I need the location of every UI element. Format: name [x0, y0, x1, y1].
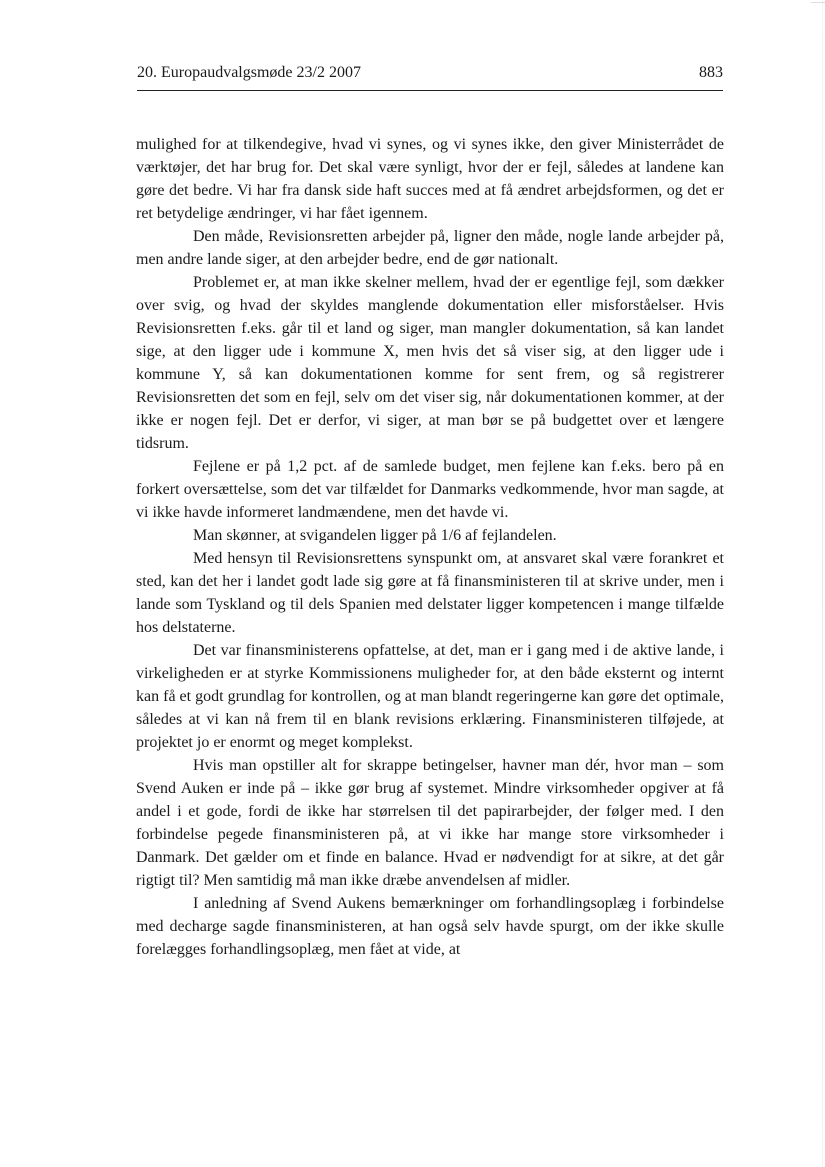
running-title: 20. Europaudvalgsmøde 23/2 2007 — [137, 64, 361, 81]
scan-corner-mark — [811, 2, 825, 3]
paragraph: mulighed for at tilkendegive, hvad vi synes, og vi synes ikke, den giver Ministerrådet de værktøjer, det har brug for. Det skal være synligt, hvor der er fejl, således at landene kan gøre det bedre. Vi har fra dansk side haft succes med at få ændret arbejdsformen, og det er ret betydelige ændringer, vi har fået igennem. — [136, 136, 724, 222]
paragraph: Hvis man opstiller alt for skrappe betingelser, havner man dér, hvor man – som Svend Auken er inde på – ikke gør brug af systemet. Mindre virksomheder opgiver at få andel i et gode, fordi de ikke har størrelsen til det papirarbejder, der følger med. I den forbindelse pegede finansministeren på, at vi ikke har mange store virksomheder i Danmark. Det gælder om et finde en balance. Hvad er nødvendigt for at sikre, at det går rigtigt til? Men samtidig må man ikke dræbe anvendelsen af midler. — [136, 757, 724, 889]
page-number: 883 — [699, 64, 723, 81]
paragraph: Med hensyn til Revisionsrettens synspunkt om, at ansvaret skal være forankret et sted, kan det her i landet godt lade sig gøre at få finansministeren til at skrive under, men i lande som Tyskland og til dels Spanien med delstater ligger kompetencen i mange tilfælde hos delstaterne. — [136, 550, 724, 636]
scan-edge — [822, 0, 823, 1167]
paragraph: I anledning af Svend Aukens bemærkninger om forhandlingsoplæg i forbindelse med decharge sagde finansministeren, at han også selv havde spurgt, om der ikke skulle forelægges forhandlingsoplæg, men fået at vide, at — [136, 895, 724, 958]
paragraph: Det var finansministerens opfattelse, at det, man er i gang med i de aktive lande, i virkeligheden er at styrke Kommissionens muligheder for, at den både eksternt og internt kan få et godt grundlag for kontrollen, og at man blandt regeringerne kan gøre det optimale, således at vi kan nå frem til en blank revisions erklæring. Finansministeren tilføjede, at projektet jo er enormt og meget komplekst. — [136, 642, 724, 751]
header-rule — [137, 90, 723, 91]
paragraph: Den måde, Revisionsretten arbejder på, ligner den måde, nogle lande arbejder på, men andre lande siger, at den arbejder bedre, end de gør nationalt. — [136, 228, 724, 268]
paragraph: Man skønner, at svigandelen ligger på 1/6 af fejlandelen. — [193, 527, 557, 544]
body-text — [136, 133, 724, 961]
paragraph: Problemet er, at man ikke skelner mellem, hvad der er egentlige fejl, som dækker over svig, og hvad der skyldes manglende dokumentation eller misforståelser. Hvis Revisionsretten f.eks. går til et land og siger, man mangler dokumentation, så kan landet sige, at den ligger ude i kommune X, men hvis det så viser sig, at den ligger ude i kommune Y, så kan dokumentationen komme for sent frem, og så registrerer Revisionsretten det som en fejl, selv om det viser sig, når dokumentationen kommer, at der ikke er nogen fejl. Det er derfor, vi siger, at man bør se på budgettet over et længere tidsrum. — [136, 274, 724, 452]
page-header — [137, 62, 723, 84]
paragraph: Fejlene er på 1,2 pct. af de samlede budget, men fejlene kan f.eks. bero på en forkert oversættelse, som det var tilfældet for Danmarks vedkommende, hvor man sagde, at vi ikke havde informeret landmændene, men det havde vi. — [136, 458, 724, 521]
